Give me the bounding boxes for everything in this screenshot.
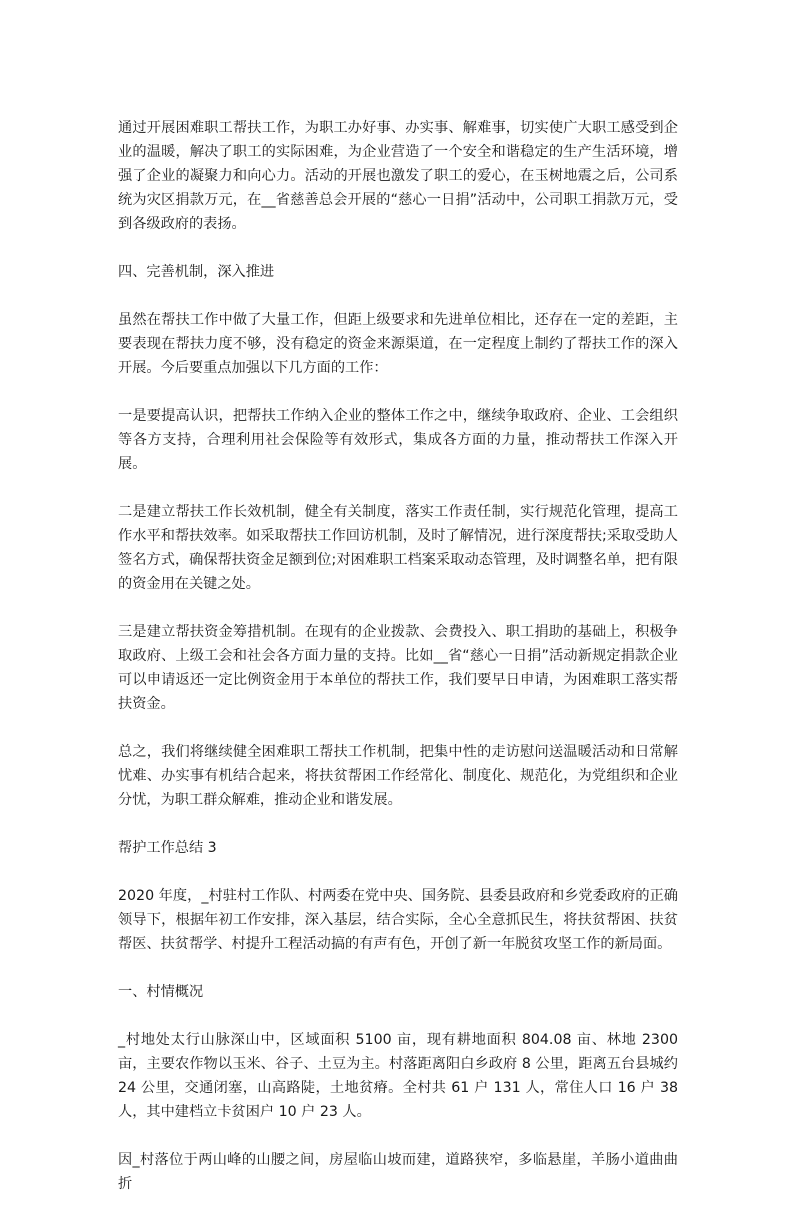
section-heading-village-overview: 一、村情概况 — [118, 984, 204, 1000]
paragraph-point-three: 三是建立帮扶资金筹措机制。在现有的企业拨款、会费投入、职工捐助的基础上，积极争取政府、上级工会和社会各方面力量的支持。比如__省“慈心一日捐”活动新规定捐款企业可以申请返还一定比例资金用于本单位的帮扶工作，我们要早日申请，为困难职工落实帮扶资金。 — [118, 624, 678, 712]
paragraph-point-two: 二是建立帮扶工作长效机制，健全有关制度，落实工作责任制，实行规范化管理，提高工作水平和帮扶效率。如采取帮扶工作回访机制，及时了解情况，进行深度帮扶;采取受助人签名方式，确保帮扶资金足额到位;对困难职工档案采取动态管理，及时调整名单，把有限的资金用在关键之处。 — [118, 504, 678, 592]
paragraph-point-one: 一是要提高认识，把帮扶工作纳入企业的整体工作之中，继续争取政府、企业、工会组织等各方支持，合理利用社会保险等有效形式，集成各方面的力量，推动帮扶工作深入开展。 — [118, 408, 678, 472]
paragraph-shortcomings: 虽然在帮扶工作中做了大量工作，但距上级要求和先进单位相比，还存在一定的差距，主要表现在帮扶力度不够，没有稳定的资金来源渠道，在一定程度上制约了帮扶工作的深入开展。今后要重点加强以下几方面的工作： — [118, 312, 678, 376]
paragraph-village-facts: _村地处太行山脉深山中，区域面积 5100 亩，现有耕地面积 804.08 亩、林地 2300 亩，主要农作物以玉米、谷子、土豆为主。村落距离阳白乡政府 8 公里，距离五台县城约 24 公里，交通闭塞，山高路陡，土地贫瘠。全村共 61 户 131 人，常住人口 16 户 38 人，其中建档立卡贫困户 10 户 23 人。 — [118, 1032, 678, 1120]
paragraph-conclusion: 总之，我们将继续健全困难职工帮扶工作机制，把集中性的走访慰问送温暖活动和日常解忧难、办实事有机结合起来，将扶贫帮困工作经常化、制度化、规范化，为党组织和企业分忧，为职工群众解难，推动企业和谐发展。 — [118, 744, 678, 808]
paragraph-village-location: 因_村落位于两山峰的山腰之间，房屋临山坡而建，道路狭窄，多临悬崖，羊肠小道曲曲折 — [118, 1152, 678, 1192]
document-body — [118, 116, 678, 1220]
paragraph-poverty-relief-results: 通过开展困难职工帮扶工作，为职工办好事、办实事、解难事，切实使广大职工感受到企业的温暖，解决了职工的实际困难，为企业营造了一个安全和谐稳定的生产生活环境，增强了企业的凝聚力和向心力。活动的开展也激发了职工的爱心，在玉树地震之后，公司系统为灾区捐款万元，在__省慈善总会开展的“慈心一日捐”活动中，公司职工捐款万元，受到各级政府的表扬。 — [118, 120, 678, 232]
paragraph-2020-overview: 2020 年度，_村驻村工作队、村两委在党中央、国务院、县委县政府和乡党委政府的正确领导下，根据年初工作安排，深入基层，结合实际，全心全意抓民生，将扶贫帮困、扶贫帮医、扶贫帮学、村提升工程活动搞的有声有色，开创了新一年脱贫攻坚工作的新局面。 — [118, 888, 678, 952]
section-heading-improve-mechanism: 四、完善机制，深入推进 — [118, 264, 275, 280]
document-title-summary-3: 帮护工作总结 3 — [118, 840, 217, 856]
